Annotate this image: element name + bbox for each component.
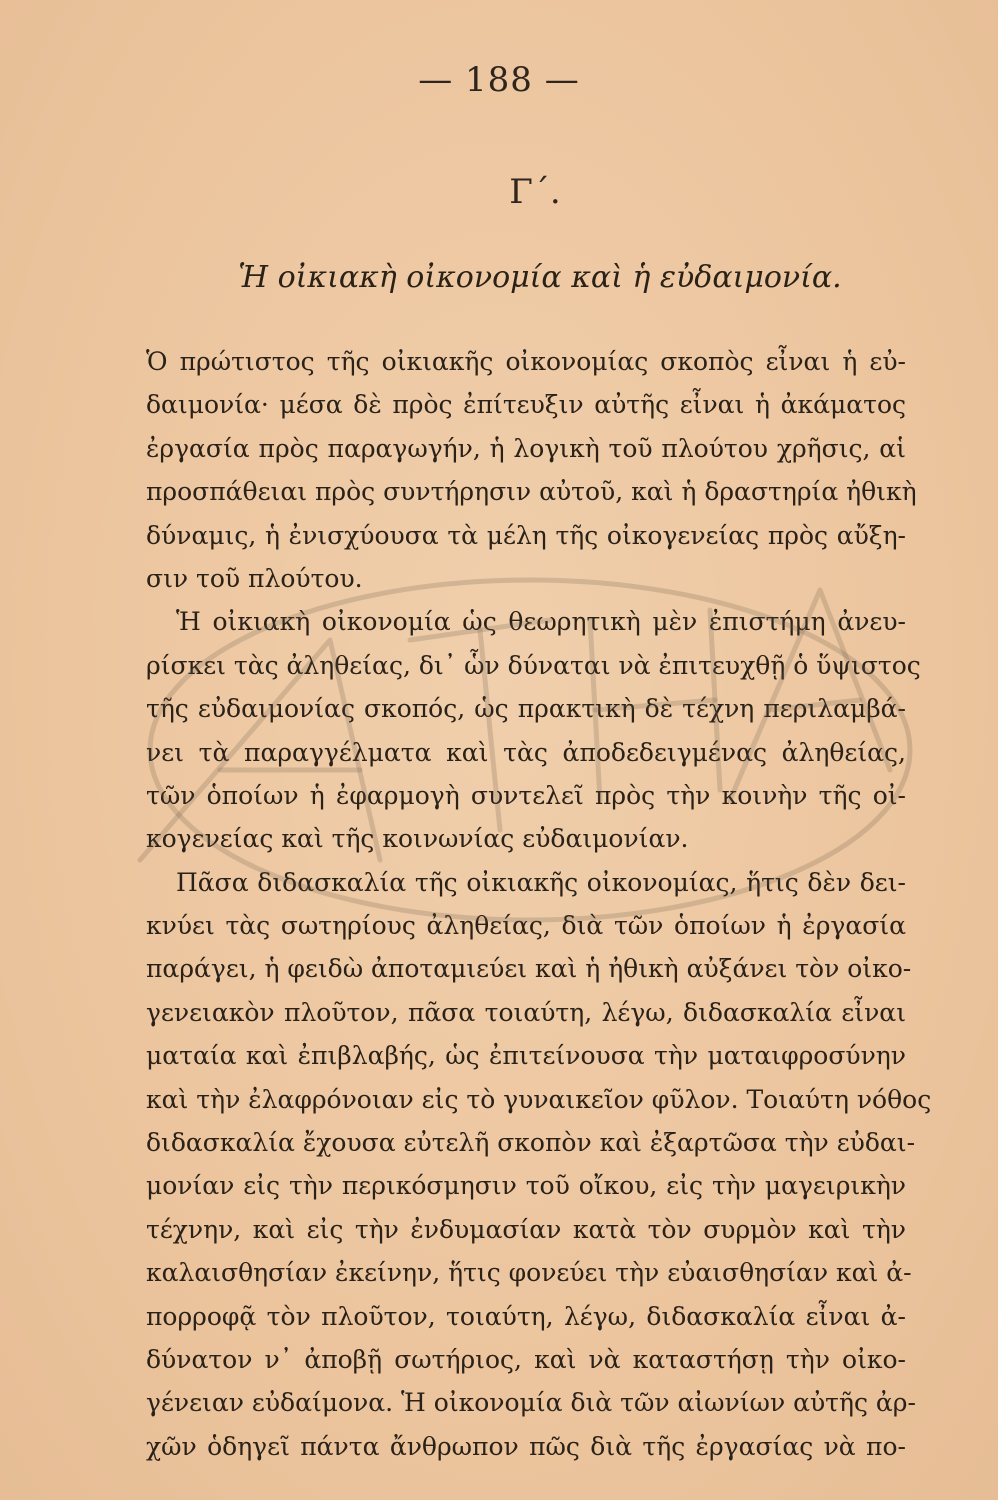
text-line: γενειακὸν πλοῦτον, πᾶσα τοιαύτη, λέγω, διδασκαλία εἶναι <box>146 997 906 1027</box>
text-line: καὶ τὴν ἐλαφρόνοιαν εἰς τὸ γυναικεῖον φῦλον. Τοιαύτη νόθος <box>146 1084 932 1114</box>
paragraph-3 <box>146 861 932 1468</box>
text-line: δαιμονία· μέσα δὲ πρὸς ἐπίτευξιν αὐτῆς εἶναι ἡ ἀκάματος <box>146 390 906 420</box>
text-line: χῶν ὁδηγεῖ πάντα ἄνθρωπον πῶς διὰ τῆς ἐργασίας νὰ πο- <box>146 1431 906 1461</box>
page-number: — 188 — <box>418 60 580 100</box>
section-mark: Γ΄. <box>509 172 561 212</box>
text-line: διδασκαλία ἔχουσα εὐτελῆ σκοπὸν καὶ ἐξαρτῶσα τὴν εὐδαι- <box>146 1128 916 1158</box>
text-line: Ὁ πρώτιστος τῆς οἰκιακῆς οἰκονομίας σκοπὸς εἶναι ἡ εὐ- <box>146 347 906 376</box>
text-line: καλαισθησίαν ἐκείνην, ἥτις φονεύει τὴν εὐαισθησίαν καὶ ἀ- <box>146 1258 912 1288</box>
text-line: τῶν ὁποίων ἡ ἐφαρμογὴ συντελεῖ πρὸς τὴν κοινὴν τῆς οἰ- <box>146 780 906 810</box>
text-line: παράγει, ἡ φειδὼ ἀποταμιεύει καὶ ἡ ἠθικὴ αὐξάνει τὸν οἰκο- <box>146 954 912 984</box>
chapter-title: Ἡ οἰκιακὴ οἰκονομία καὶ ἡ εὐδαιμονία. <box>238 260 842 295</box>
text-line: πορροφᾷ τὸν πλοῦτον, τοιαύτη, λέγω, διδασκαλία εἶναι ἀ- <box>146 1301 906 1331</box>
body-text <box>146 340 932 1468</box>
text-line: κνύει τὰς σωτηρίους ἀληθείας, διὰ τῶν ὁποίων ἡ ἐργασία <box>146 911 906 941</box>
text-line: προσπάθειαι πρὸς συντήρησιν αὐτοῦ, καὶ ἡ δραστηρία ἠθικὴ <box>146 477 917 507</box>
text-line: Ἡ οἰκιακὴ οἰκονομία ὡς θεωρητικὴ μὲν ἐπιστήμη ἀνευ- <box>176 607 906 637</box>
text-line: σιν τοῦ πλούτου. <box>146 563 363 593</box>
paragraph-1 <box>146 340 917 600</box>
text-line: ρίσκει τὰς ἀληθείας, δι᾽ ὧν δύναται νὰ ἐπιτευχθῇ ὁ ὕψιστος <box>146 650 921 680</box>
text-line: ματαία καὶ ἐπιβλαβής, ὡς ἐπιτείνουσα τὴν ματαιφροσύνην <box>146 1041 906 1071</box>
text-line: Πᾶσα διδασκαλία τῆς οἰκιακῆς οἰκονομίας, ἥτις δὲν δει- <box>176 867 906 897</box>
text-line: τῆς εὐδαιμονίας σκοπός, ὡς πρακτικὴ δὲ τέχνη περιλαμβά- <box>146 694 906 724</box>
text-line: μονίαν εἰς τὴν περικόσμησιν τοῦ οἴκου, εἰς τὴν μαγειρικὴν <box>146 1171 906 1201</box>
text-line: τέχνην, καὶ εἰς τὴν ἐνδυμασίαν κατὰ τὸν συρμὸν καὶ τὴν <box>146 1214 906 1244</box>
text-line: γένειαν εὐδαίμονα. Ἡ οἰκονομία διὰ τῶν αἰωνίων αὐτῆς ἀρ- <box>146 1388 916 1418</box>
paragraph-2 <box>146 600 921 860</box>
text-line: ἐργασία πρὸς παραγωγήν, ἡ λογικὴ τοῦ πλούτου χρῆσις, αἱ <box>146 433 906 463</box>
text-line: κογενείας καὶ τῆς κοινωνίας εὐδαιμονίαν. <box>146 824 689 854</box>
text-line: δύναμις, ἡ ἐνισχύουσα τὰ μέλη τῆς οἰκογενείας πρὸς αὔξη- <box>146 520 906 550</box>
text-line: δύνατον ν᾽ ἀποβῇ σωτήριος, καὶ νὰ καταστήσῃ τὴν οἰκο- <box>146 1344 906 1374</box>
text-line: νει τὰ παραγγέλματα καὶ τὰς ἀποδεδειγμένας ἀληθείας, <box>146 737 906 767</box>
